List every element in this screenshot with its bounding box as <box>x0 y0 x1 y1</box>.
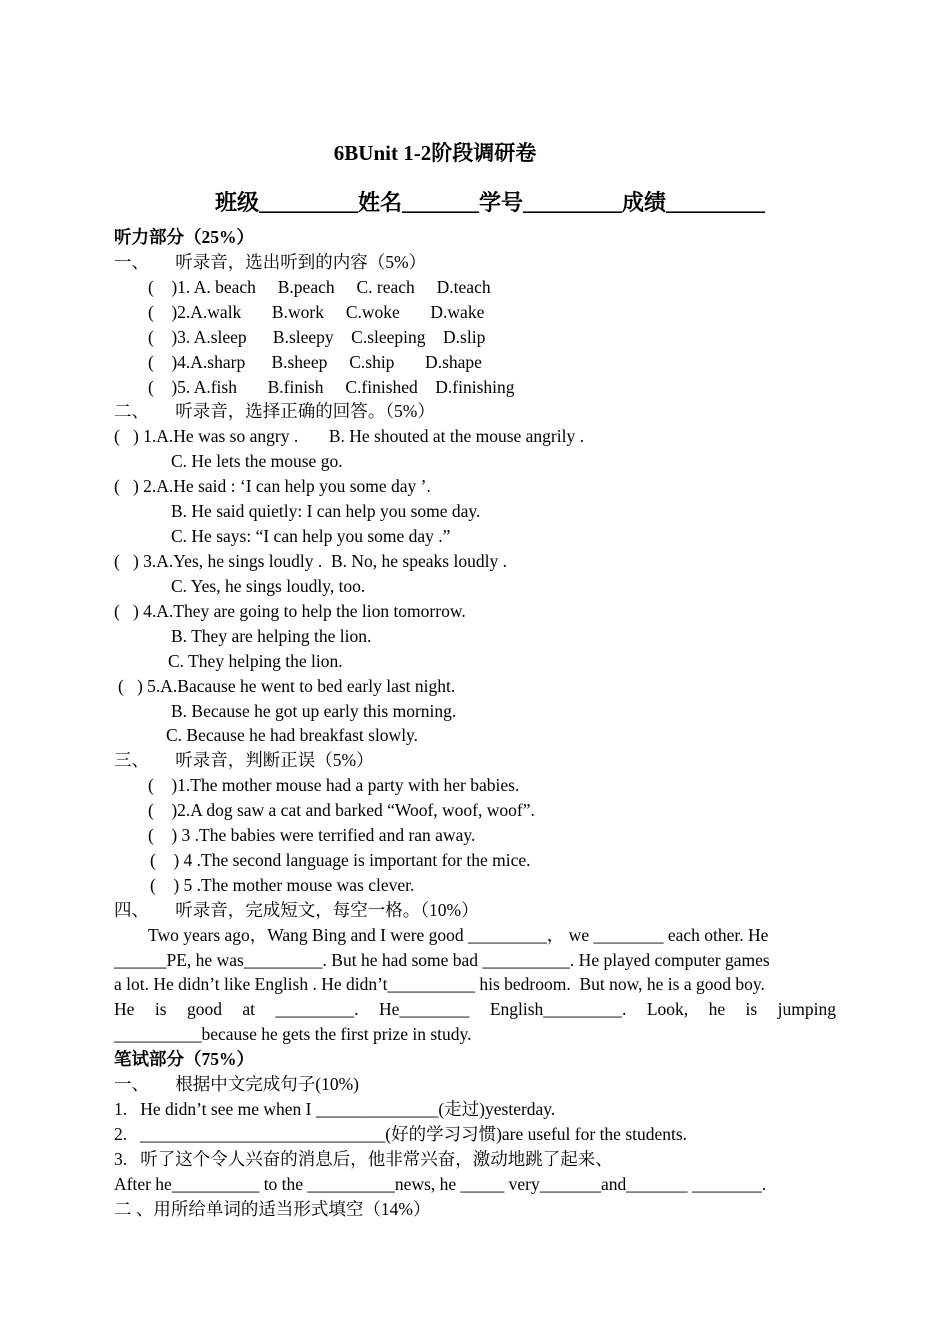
page-title: 6BUnit 1-2阶段调研卷 <box>333 141 537 165</box>
writing-s1-question: 1. He didn’t see me when I ______________(走过)yesterday. <box>114 1099 556 1119</box>
listening-s2-line: ( ) 3.A.Yes, he sings loudly . B. No, he speaks loudly . <box>114 551 507 571</box>
writing-s1-question: 2. ____________________________(好的学习习惯)are useful for the students. <box>114 1124 688 1144</box>
listening-s2-line: B. Because he got up early this morning. <box>171 701 457 721</box>
listening-s3-item: ( ) 5 .The mother mouse was clever. <box>150 875 415 895</box>
listening-s3-item: ( ) 3 .The babies were terrified and ran away. <box>148 825 476 845</box>
writing-s2-heading: 二 、用所给单词的适当形式填空（14%） <box>114 1199 431 1219</box>
listening-s2-line: B. They are helping the lion. <box>171 626 372 646</box>
listening-s1-item: ( )2.A.walk B.work C.woke D.wake <box>148 302 485 322</box>
passage-line: a lot. He didn’t like English . He didn’t__________ his bedroom. But now, he is a good boy. <box>114 974 765 994</box>
listening-s1-item: ( )1. A. beach B.peach C. reach D.teach <box>148 277 491 297</box>
listening-s1-item: ( )4.A.sharp B.sheep C.ship D.shape <box>148 352 482 372</box>
listening-s2-line: C. He says: “I can help you some day .” <box>171 526 451 546</box>
listening-s2-heading: 二、 听录音，选择正确的回答。（5%） <box>114 401 435 421</box>
listening-s3-item: ( )2.A dog saw a cat and barked “Woof, woof, woof”. <box>148 800 535 820</box>
passage-line: __________because he gets the first prize in study. <box>114 1024 472 1044</box>
listening-s2-line: C. He lets the mouse go. <box>171 451 343 471</box>
listening-s2-line: C. Yes, he sings loudly, too. <box>171 576 366 596</box>
listening-s3-item: ( ) 4 .The second language is important for the mice. <box>150 850 531 870</box>
passage-line: ______PE, he was_________. But he had some bad __________. He played computer games <box>114 950 770 970</box>
listening-s2-line: B. He said quietly: I can help you some day. <box>171 501 481 521</box>
passage-line: Two years ago，Wang Bing and I were good _________， we ________ each other. He <box>148 925 769 945</box>
listening-s2-line: ( ) 4.A.They are going to help the lion tomorrow. <box>114 601 466 621</box>
listening-s2-line: C. Because he had breakfast slowly. <box>166 725 419 745</box>
student-info-line: 班级_________姓名_______学号_________成绩_________ <box>214 190 765 215</box>
listening-s2-line: C. They helping the lion. <box>168 651 343 671</box>
listening-s3-heading: 三、 听录音，判断正误（5%） <box>114 750 374 770</box>
listening-s3-item: ( )1.The mother mouse had a party with her babies. <box>148 775 520 795</box>
writing-heading: 笔试部分（75%） <box>114 1049 254 1069</box>
listening-s2-line: ( ) 5.A.Bacause he went to bed early last night. <box>118 676 456 696</box>
writing-s1-heading: 一、 根据中文完成句子(10%) <box>114 1074 359 1094</box>
listening-s4-heading: 四、 听录音，完成短文，每空一格。（10%） <box>114 900 479 920</box>
listening-s1-item: ( )5. A.fish B.finish C.finished D.finishing <box>148 377 515 397</box>
writing-s1-question: 3. 听了这个令人兴奋的消息后，他非常兴奋，激动地跳了起来、 <box>114 1149 613 1169</box>
writing-s1-question-continued: After he__________ to the __________news, he _____ very_______and_______ ________. <box>114 1174 767 1194</box>
listening-s1-item: ( )3. A.sleep B.sleepy C.sleeping D.slip <box>148 327 486 347</box>
listening-s2-line: ( ) 1.A.He was so angry . B. He shouted at the mouse angrily . <box>114 426 584 446</box>
listening-s1-heading: 一、 听录音，选出听到的内容（5%） <box>114 252 427 272</box>
listening-s2-line: ( ) 2.A.He said : ‘I can help you some day ’. <box>114 476 431 496</box>
passage-line: He is good at _________. He________ English_________. Look, he is jumping <box>114 999 836 1019</box>
listening-heading: 听力部分（25%） <box>114 227 254 247</box>
